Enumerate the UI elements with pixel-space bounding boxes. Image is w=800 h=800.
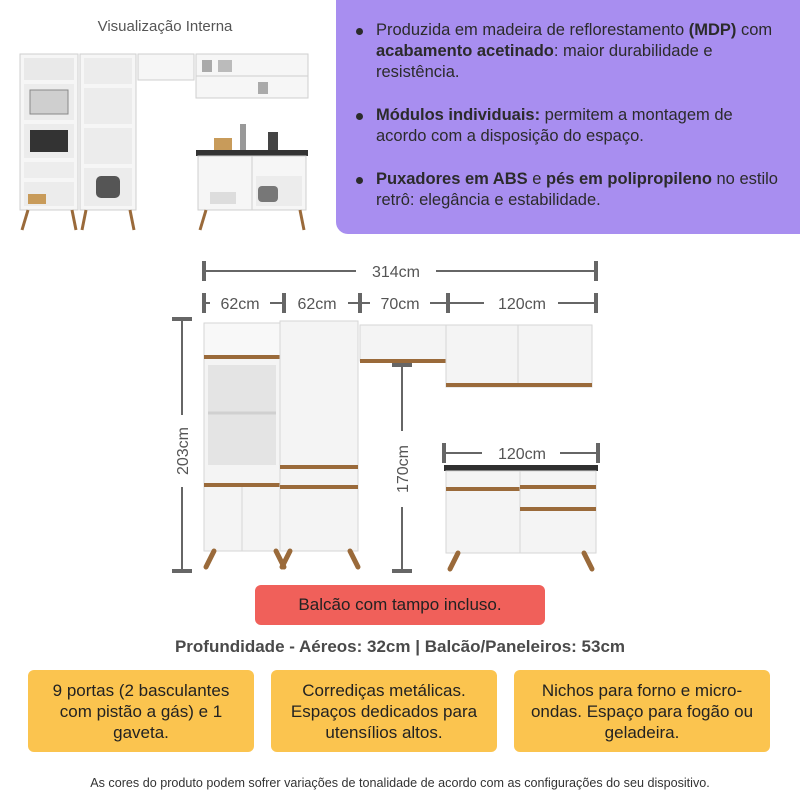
dim-height-total: 203cm — [175, 426, 192, 476]
dim-module-4: 120cm — [497, 296, 547, 313]
cabinet-legs — [206, 551, 358, 567]
dim-module-3: 70cm — [380, 296, 420, 313]
feature-text-segment: com — [736, 21, 773, 39]
feature-text-segment: no estilo retrô: elegância e estabilidade. — [376, 170, 778, 209]
cabinet-module-2 — [280, 321, 358, 551]
feature-text-segment: e — [527, 170, 546, 188]
feature-box-slides: Corrediças metálicas. Espaços dedicados para utensílios altos. — [271, 670, 497, 752]
feature-text-segment: Puxadores em ABS — [376, 170, 528, 188]
upper-cabinet-120 — [446, 325, 592, 387]
cabinet-module-1 — [204, 323, 280, 551]
countertop-notice: Balcão com tampo incluso. — [255, 585, 545, 625]
dim-counter-width: 120cm — [497, 446, 547, 463]
feature-text-segment: acabamento acetinado — [376, 42, 554, 60]
color-disclaimer: As cores do produto podem sofrer variações de tonalidade de acordo com as configurações do seu dispositivo. — [90, 776, 710, 790]
upper-cabinet-70 — [360, 325, 446, 363]
counter-cabinet — [444, 465, 598, 569]
depth-info: Profundidade - Aéreos: 32cm | Balcão/Paneleiros: 53cm — [174, 637, 626, 656]
dim-total-width: 314cm — [371, 264, 421, 281]
dimensions-diagram — [160, 255, 620, 585]
feature-text-segment: : maior durabilidade e resistência. — [376, 42, 713, 81]
feature-box-niches: Nichos para forno e micro-ondas. Espaço para fogão ou geladeira. — [514, 670, 770, 752]
feature-text-segment: Módulos individuais: — [376, 106, 541, 124]
interior-view-title: Visualização Interna — [97, 18, 233, 35]
dim-module-1: 62cm — [220, 296, 260, 313]
feature-text-segment: (MDP) — [688, 21, 737, 39]
bullet-icon — [356, 177, 363, 184]
feature-text-segment: Produzida em madeira de reflorestamento — [376, 21, 689, 39]
feature-material — [376, 20, 780, 83]
feature-text-segment: pés em polipropileno — [545, 170, 712, 188]
bullet-icon — [356, 113, 363, 120]
feature-text-segment: permitem a montagem de acordo com a disposição do espaço. — [376, 106, 733, 145]
feature-modules — [376, 105, 780, 147]
dim-module-2: 62cm — [297, 296, 337, 313]
dim-height-upper: 170cm — [395, 444, 412, 494]
bullet-icon — [356, 28, 363, 35]
features-panel — [336, 0, 800, 234]
feature-box-doors: 9 portas (2 basculantes com pistão a gás) e 1 gaveta. — [28, 670, 254, 752]
feature-handles-feet — [376, 169, 780, 211]
interior-view-illustration — [18, 48, 318, 238]
